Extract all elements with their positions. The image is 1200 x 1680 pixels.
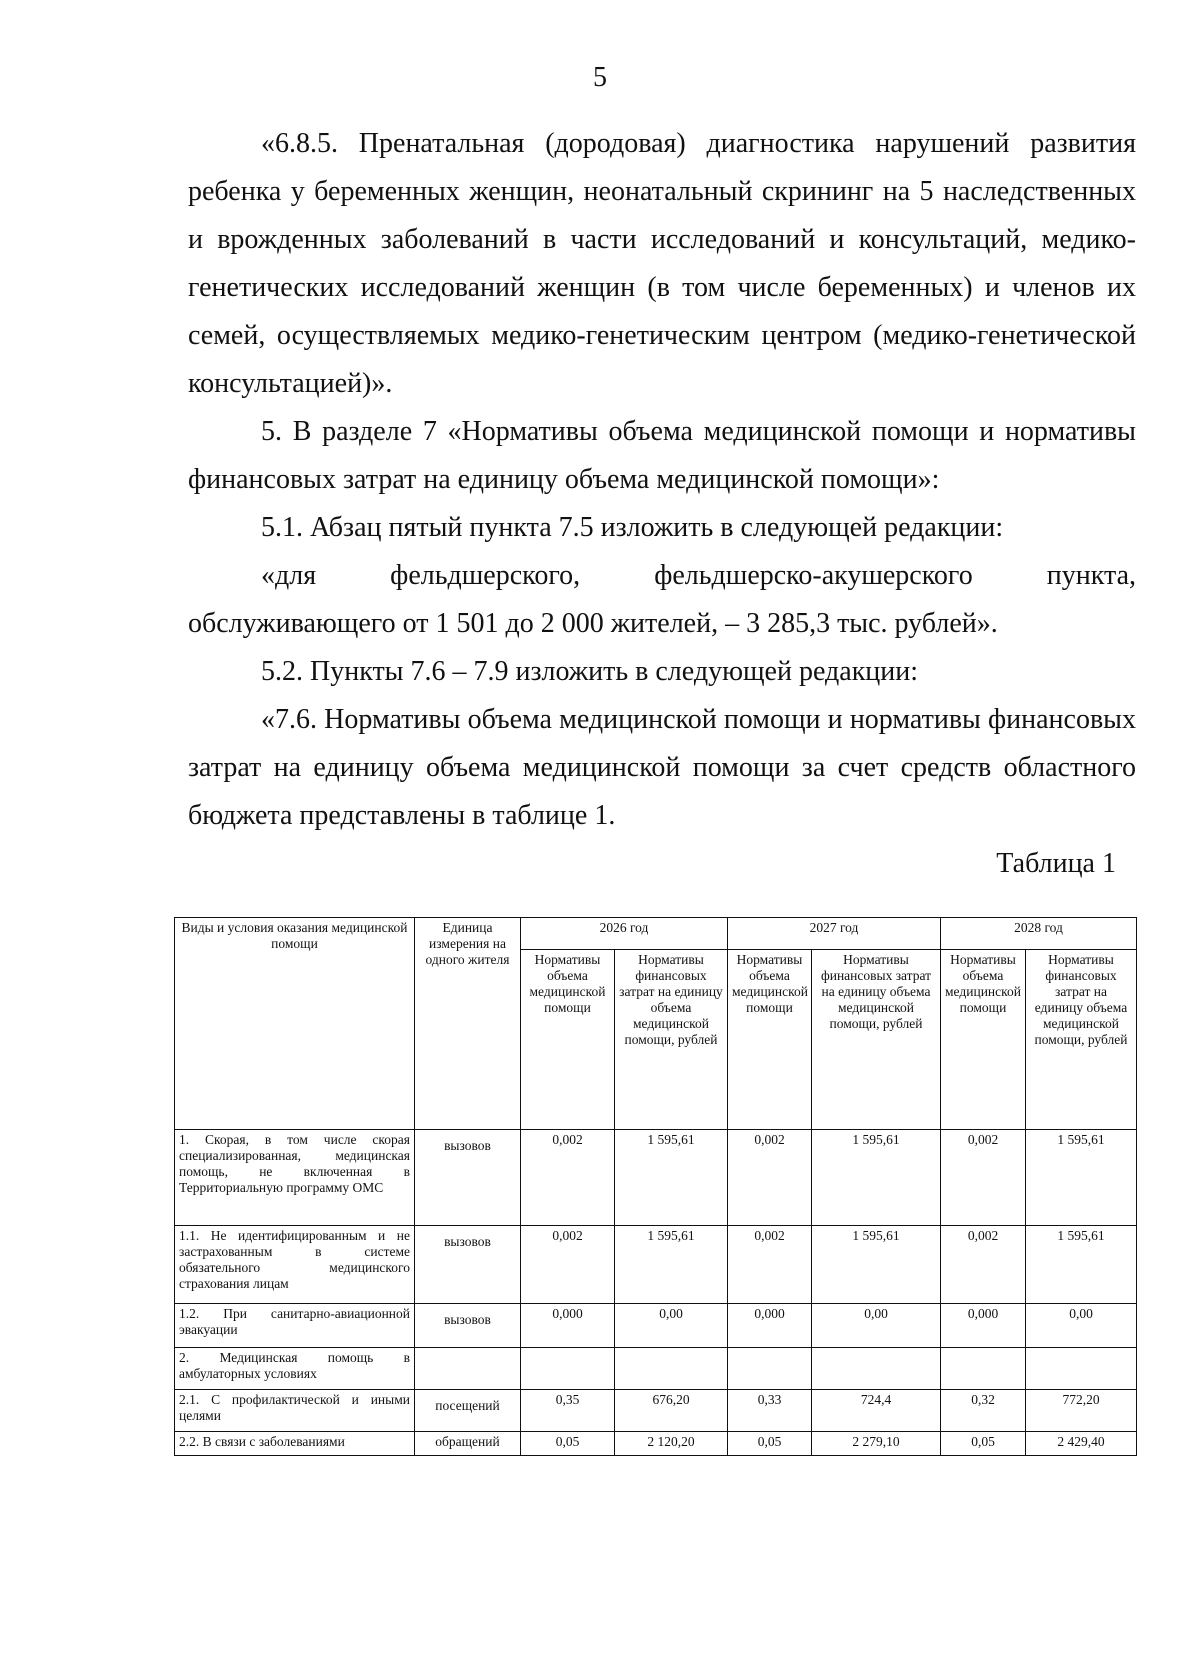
paragraph: 5.2. Пункты 7.6 – 7.9 изложить в следующей редакции: [261, 656, 919, 687]
cell-value: 2 429,40 [1026, 1432, 1137, 1456]
cell-value: 0,000 [521, 1304, 615, 1348]
cell-value: 0,33 [728, 1390, 812, 1432]
header-sub: Нормативы финансовых затрат на единицу объема медицинской помощи, рублей [812, 950, 941, 1130]
cell-value: 772,20 [1026, 1390, 1137, 1432]
body-text [188, 120, 1136, 840]
cell-value [615, 1348, 728, 1390]
cell-value: 724,4 [812, 1390, 941, 1432]
table-caption: Таблица 1 [996, 848, 1116, 879]
header-year: 2027 год [728, 918, 941, 950]
norms-table [174, 917, 1137, 1456]
cell-value [1026, 1348, 1137, 1390]
cell-value: 1 595,61 [812, 1226, 941, 1304]
header-sub: Нормативы объема медицинской помощи [521, 950, 615, 1130]
row-unit: обращений [415, 1432, 521, 1456]
cell-value: 0,002 [728, 1226, 812, 1304]
cell-value: 0,05 [941, 1432, 1026, 1456]
cell-value: 0,002 [941, 1130, 1026, 1226]
cell-value: 2 120,20 [615, 1432, 728, 1456]
table-row [175, 1304, 1137, 1348]
header-types: Виды и условия оказания медицинской помощи [175, 918, 415, 1130]
table-row [175, 1226, 1137, 1304]
page-number: 5 [593, 62, 607, 93]
cell-value: 0,002 [728, 1130, 812, 1226]
cell-value: 1 595,61 [615, 1130, 728, 1226]
paragraph: 5. В разделе 7 «Нормативы объема медицинской помощи и нормативы финансовых затрат на единицу объема медицинской помощи»: [188, 416, 1136, 495]
cell-value: 0,00 [615, 1304, 728, 1348]
cell-value [812, 1348, 941, 1390]
cell-value: 0,05 [728, 1432, 812, 1456]
cell-value: 0,000 [728, 1304, 812, 1348]
table-row [175, 1130, 1137, 1226]
cell-value: 0,35 [521, 1390, 615, 1432]
cell-value: 1 595,61 [1026, 1226, 1137, 1304]
cell-value [728, 1348, 812, 1390]
cell-value: 1 595,61 [812, 1130, 941, 1226]
header-sub: Нормативы объема медицинской помощи [728, 950, 812, 1130]
row-name: 2.1. С профилактической и иными целями [175, 1390, 415, 1432]
cell-value: 2 279,10 [812, 1432, 941, 1456]
cell-value [941, 1348, 1026, 1390]
row-unit: вызовов [415, 1130, 521, 1226]
cell-value: 676,20 [615, 1390, 728, 1432]
paragraph: «7.6. Нормативы объема медицинской помощи и нормативы финансовых затрат на единицу объема медицинской помощи за счет средств областного бюджета представлены в таблице 1. [188, 704, 1136, 831]
row-name: 1.2. При санитарно-авиационной эвакуации [175, 1304, 415, 1348]
cell-value [521, 1348, 615, 1390]
cell-value: 0,32 [941, 1390, 1026, 1432]
cell-value: 0,05 [521, 1432, 615, 1456]
row-name: 2. Медицинская помощь в амбулаторных условиях [175, 1348, 415, 1390]
row-unit [415, 1348, 521, 1390]
row-unit: вызовов [415, 1226, 521, 1304]
table-row [175, 1390, 1137, 1432]
row-name: 1. Скорая, в том числе скорая специализированная, медицинская помощь, не включенная в Территориальную программу ОМС [175, 1130, 415, 1226]
header-sub: Нормативы финансовых затрат на единицу объема медицинской помощи, рублей [615, 950, 728, 1130]
paragraph: «для фельдшерского, фельдшерско-акушерского пункта, обслуживающего от 1 501 до 2 000 жителей, – 3 285,3 тыс. рублей». [188, 560, 1136, 639]
cell-value: 0,002 [521, 1226, 615, 1304]
table-row [175, 1432, 1137, 1456]
cell-value: 0,000 [941, 1304, 1026, 1348]
cell-value: 1 595,61 [1026, 1130, 1137, 1226]
cell-value: 0,00 [812, 1304, 941, 1348]
cell-value: 1 595,61 [615, 1226, 728, 1304]
cell-value: 0,00 [1026, 1304, 1137, 1348]
paragraph: 5.1. Абзац пятый пункта 7.5 изложить в следующей редакции: [261, 512, 1004, 543]
row-name: 1.1. Не идентифицированным и не застрахованным в системе обязательного медицинского страхования лицам [175, 1226, 415, 1304]
table-row [175, 1348, 1137, 1390]
cell-value: 0,002 [521, 1130, 615, 1226]
header-sub: Нормативы финансовых затрат на единицу объема медицинской помощи, рублей [1026, 950, 1137, 1130]
header-unit: Единица измерения на одного жителя [415, 918, 521, 1130]
header-year: 2026 год [521, 918, 728, 950]
row-unit: вызовов [415, 1304, 521, 1348]
row-unit: посещений [415, 1390, 521, 1432]
paragraph: «6.8.5. Пренатальная (дородовая) диагностика нарушений развития ребенка у беременных женщин, неонатальный скрининг на 5 наследственных и врожденных заболеваний в части исследований и консультаций, медико-генетических исследований женщин (в том числе беременных) и членов их семей, осуществляемых медико-генетическим центром (медико-генетической консультацией)». [188, 128, 1136, 399]
header-sub: Нормативы объема медицинской помощи [941, 950, 1026, 1130]
cell-value: 0,002 [941, 1226, 1026, 1304]
row-name: 2.2. В связи с заболеваниями [175, 1432, 415, 1456]
header-year: 2028 год [941, 918, 1137, 950]
